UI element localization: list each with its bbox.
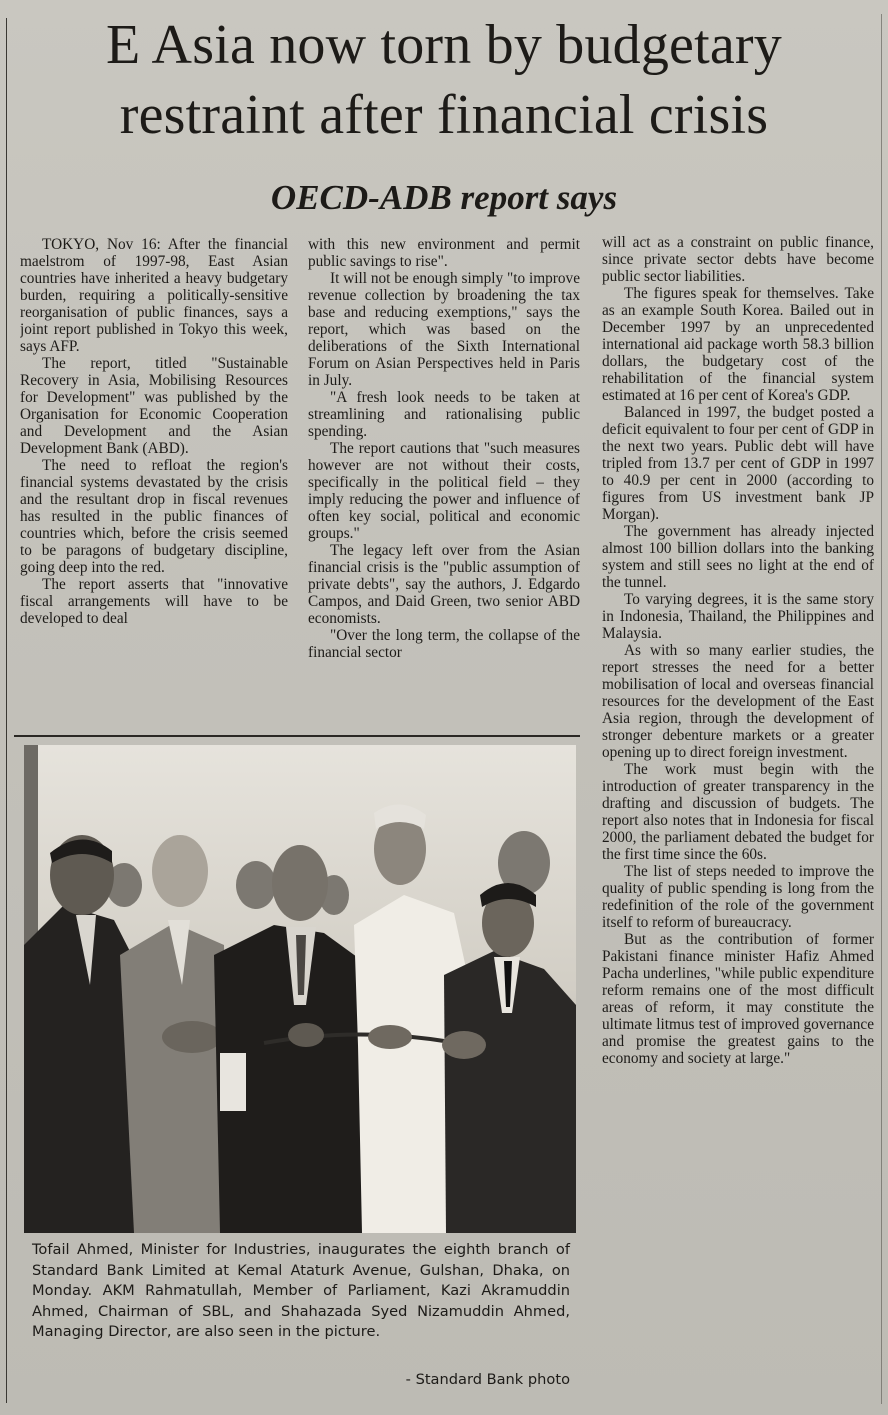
article-column-1	[20, 236, 288, 724]
paragraph: The government has already injected almost 100 billion dollars into the banking system and still sees no light at the end of the tunnel.	[602, 523, 874, 591]
headline	[14, 10, 874, 150]
photo-credit: - Standard Bank photo	[405, 1371, 570, 1388]
paragraph: The figures speak for themselves. Take as an example South Korea. Bailed out in December 1997 by an unprecedented international aid package worth 58.3 billion dollars, the budgetary cost of the rehabilitation of the financial system estimated at 16 per cent of Korea's GDP.	[602, 285, 874, 404]
photo-illustration	[24, 745, 576, 1233]
news-photo	[24, 745, 576, 1233]
paragraph: The need to refloat the region's financial systems devastated by the crisis and the resultant drop in fiscal revenues has resulted in the public finances of countries which, before the crisis seemed to be paragons of budgetary discipline, going deep into the red.	[20, 457, 288, 576]
subheadline: OECD-ADB report says	[270, 178, 618, 217]
paragraph: "Over the long term, the collapse of the financial sector	[308, 627, 580, 661]
paragraph: The work must begin with the introduction of greater transparency in the drafting and discussion of budgets. The report also notes that in Indonesia for fiscal 2000, the parliament debated the budget for the first time since the 60s.	[602, 761, 874, 863]
paragraph: Balanced in 1997, the budget posted a deficit equivalent to four per cent of GDP in the next two years. Public debt will have tripled from 13.7 per cent of GDP in 1997 to 40.9 per cent in 2000 (according to figures from US investment bank JP Morgan).	[602, 404, 874, 523]
paragraph: The report cautions that "such measures however are not without their costs, specifically in the political field – they imply reducing the power and influence of often key social, political and economic groups."	[308, 440, 580, 542]
paragraph: The report, titled "Sustainable Recovery in Asia, Mobilising Resources for Development" was published by the Organisation for Economic Cooperation and Development and the Asian Development Bank (ABD).	[20, 355, 288, 457]
headline-line-1: E Asia now torn by budgetary	[106, 14, 782, 76]
paragraph: with this new environment and permit public savings to rise".	[308, 236, 580, 270]
paragraph: The legacy left over from the Asian financial crisis is the "public assumption of private debts", say the authors, J. Edgardo Campos, and Daid Green, two senior ABD economists.	[308, 542, 580, 627]
article-column-2	[308, 236, 580, 724]
left-edge-rule	[6, 18, 7, 1403]
paragraph: will act as a constraint on public finance, since private sector debts have become public sector liabilities.	[602, 234, 874, 285]
paragraph: As with so many earlier studies, the report stresses the need for a better mobilisation of local and overseas financial resources for the development of the East Asia region, through the development of stronger debenture markets or a greater opening up to direct foreign investment.	[602, 642, 874, 761]
paragraph: The report asserts that "innovative fiscal arrangements will have to be developed to deal	[20, 576, 288, 627]
paragraph: The list of steps needed to improve the quality of public spending is long from the redefinition of the role of the government itself to reform of bureaucracy.	[602, 863, 874, 931]
headline-line-2: restraint after financial crisis	[119, 84, 769, 146]
paragraph: To varying degrees, it is the same story in Indonesia, Thailand, the Philippines and Malaysia.	[602, 591, 874, 642]
photo-caption-text: Tofail Ahmed, Minister for Industries, inaugurates the eighth branch of Standard Bank Limited at Kemal Ataturk Avenue, Gulshan, Dhaka, on Monday. AKM Rahmatullah, Member of Parliament, Kazi Akramuddin Ahmed, Chairman of SBL, and Shahazada Syed Nizamuddin Ahmed, Managing Director, are also seen in the picture.	[32, 1241, 570, 1340]
photo-top-rule	[14, 735, 580, 737]
photo-caption	[32, 1240, 570, 1343]
article-column-3	[602, 234, 874, 1394]
paragraph: But as the contribution of former Pakistani finance minister Hafiz Ahmed Pacha underlines, "while public expenditure reform remains one of the most difficult areas of reform, it may constitute the ultimate litmus test of improved governance and promise the greatest gains to the economy and society at large."	[602, 931, 874, 1067]
paragraph: It will not be enough simply "to improve revenue collection by broadening the tax base and reducing exemptions," says the report, which was based on the deliberations of the Sixth International Forum on Asian Perspectives held in Paris in July.	[308, 270, 580, 389]
paragraph: TOKYO, Nov 16: After the financial maelstrom of 1997-98, East Asian countries have inherited a heavy budgetary burden, requiring a politically-sensitive reorganisation of public finances, says a joint report published in Tokyo this week, says AFP.	[20, 236, 288, 355]
paragraph: "A fresh look needs to be taken at streamlining and rationalising public spending.	[308, 389, 580, 440]
right-edge-rule	[881, 14, 882, 1404]
